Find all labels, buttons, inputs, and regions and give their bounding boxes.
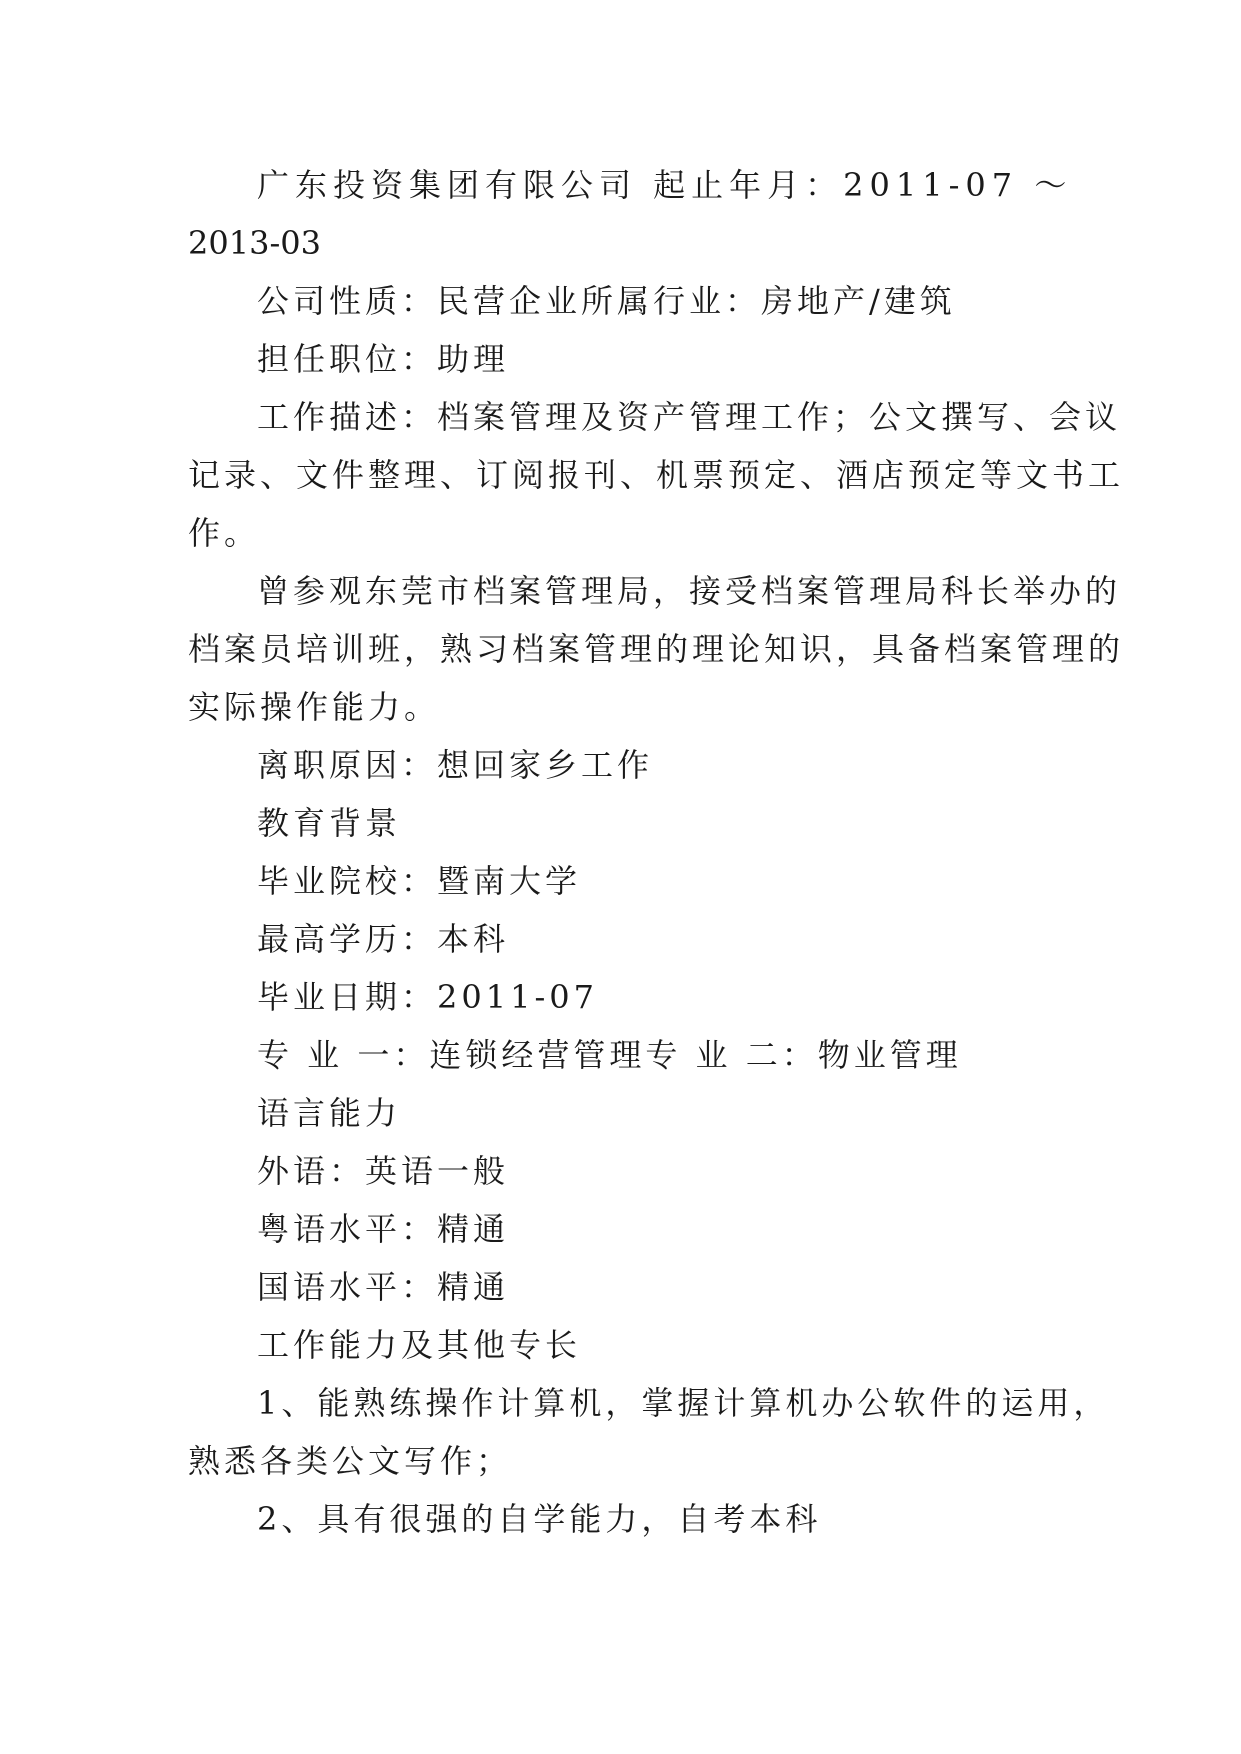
text-line-position: 担任职位：助理 xyxy=(257,340,510,378)
text-line-foreign-language: 外语：英语一般 xyxy=(257,1152,510,1190)
text-line-leave-reason: 离职原因：想回家乡工作 xyxy=(257,746,654,784)
text-line-training: 曾参观东莞市档案管理局，接受档案管理局科长举办的 xyxy=(257,572,1122,610)
text-line-skill-2: 2、具有很强的自学能力，自考本科 xyxy=(257,1500,822,1538)
section-heading-education: 教育背景 xyxy=(257,804,402,842)
text-line-job-description-cont: 记录、文件整理、订阅报刊、机票预定、酒店预定等文书工 xyxy=(188,456,1125,494)
text-line-school: 毕业院校：暨南大学 xyxy=(257,862,582,900)
text-line-graduation-date: 毕业日期：2011-07 xyxy=(257,978,598,1016)
text-line-majors: 专 业 一：连锁经营管理专 业 二：物业管理 xyxy=(257,1036,962,1074)
section-heading-language: 语言能力 xyxy=(257,1094,402,1132)
text-line-mandarin: 国语水平：精通 xyxy=(257,1268,510,1306)
text-line-job-description: 工作描述：档案管理及资产管理工作；公文撰写、会议 xyxy=(257,398,1122,436)
text-line-company-period: 广东投资集团有限公司 起止年月：2011-07 ～ xyxy=(257,166,1073,204)
text-line-period-end: 2013-03 xyxy=(188,224,321,262)
text-line-skill-1: 1、能熟练操作计算机，掌握计算机办公软件的运用， xyxy=(257,1384,1110,1422)
text-line-cantonese: 粤语水平：精通 xyxy=(257,1210,510,1248)
text-line-training-end: 实际操作能力。 xyxy=(188,688,441,726)
text-line-company-nature: 公司性质：民营企业所属行业：房地产/建筑 xyxy=(257,282,956,320)
text-line-degree: 最高学历：本科 xyxy=(257,920,510,958)
text-line-skill-1-cont: 熟悉各类公文写作； xyxy=(188,1442,513,1480)
text-line-job-description-end: 作。 xyxy=(188,514,261,552)
text-line-training-cont: 档案员培训班，熟习档案管理的理论知识，具备档案管理的 xyxy=(188,630,1125,668)
section-heading-skills: 工作能力及其他专长 xyxy=(257,1326,582,1364)
